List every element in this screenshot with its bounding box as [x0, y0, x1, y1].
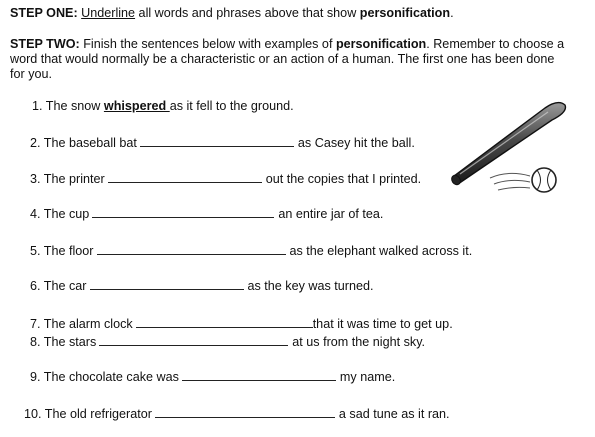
item-before: The car [43, 279, 87, 293]
item-after: my name. [339, 370, 396, 384]
step-two-text-b: . Remember to choose a word that would normally be a characteristic or an action of a human. The first one has been done for you. [10, 37, 565, 82]
item-before: The floor [43, 244, 94, 258]
list-item [24, 405, 450, 422]
item-after: as the key was turned. [247, 279, 374, 293]
list-item [30, 368, 395, 385]
item-before: The printer [43, 172, 105, 186]
item-number: 1. [32, 99, 43, 113]
step-one-label: STEP ONE: [10, 6, 78, 20]
answer-blank[interactable] [136, 315, 313, 328]
item-number: 4. [30, 207, 41, 221]
item-before: The old refrigerator [44, 407, 152, 421]
item-before: The chocolate cake was [43, 370, 179, 384]
item-number: 3. [30, 172, 41, 186]
item-after: as it fell to the ground. [169, 99, 294, 113]
item-number: 10. [24, 407, 42, 421]
item-before: The snow [45, 99, 104, 113]
item-number: 2. [30, 136, 41, 150]
answer-blank[interactable] [92, 205, 274, 218]
item-number: 7. [30, 317, 41, 331]
answer-blank[interactable] [108, 170, 262, 183]
list-item [32, 99, 294, 114]
answer-blank[interactable] [90, 277, 244, 290]
item-before: The stars [43, 335, 97, 349]
list-item [30, 170, 421, 187]
answer-blank[interactable] [99, 333, 288, 346]
step-one-text: all words and phrases above that show [135, 6, 360, 20]
list-item [30, 242, 472, 259]
answer-blank[interactable] [155, 405, 335, 418]
item-number: 6. [30, 279, 41, 293]
answer-blank[interactable] [182, 368, 336, 381]
item-before: The cup [43, 207, 90, 221]
step-one-underline-word: Underline [81, 6, 136, 20]
step-one-keyword: personification [359, 6, 451, 20]
item-after: out the copies that I printed. [265, 172, 422, 186]
item-number: 5. [30, 244, 41, 258]
item-after: that it was time to get up. [312, 317, 453, 331]
item-after: as the elephant walked across it. [289, 244, 473, 258]
step-two-keyword: personification [335, 37, 427, 51]
list-item [30, 134, 415, 151]
item-after: an entire jar of tea. [278, 207, 384, 221]
baseball-bat-and-ball-icon [448, 100, 572, 200]
step-one-end: . [450, 6, 454, 20]
item-number: 9. [30, 370, 41, 384]
item-number: 8. [30, 335, 41, 349]
step-two-text-a: Finish the sentences below with examples of [79, 37, 336, 51]
item-after: a sad tune as it ran. [338, 407, 450, 421]
list-item [30, 205, 383, 222]
item-before: The alarm clock [43, 317, 133, 331]
list-item [30, 315, 453, 332]
item-after: at us from the night sky. [292, 335, 426, 349]
item-after: as Casey hit the ball. [297, 136, 415, 150]
list-item [30, 333, 425, 350]
item-before: The baseball bat [43, 136, 137, 150]
answer-blank[interactable] [140, 134, 294, 147]
answer-blank[interactable] [97, 242, 286, 255]
step-two-instruction [10, 37, 570, 83]
list-item [30, 277, 374, 294]
step-one-instruction [10, 6, 570, 21]
step-two-label: STEP TWO: [10, 37, 80, 51]
item-example-answer: whispered [103, 99, 170, 113]
